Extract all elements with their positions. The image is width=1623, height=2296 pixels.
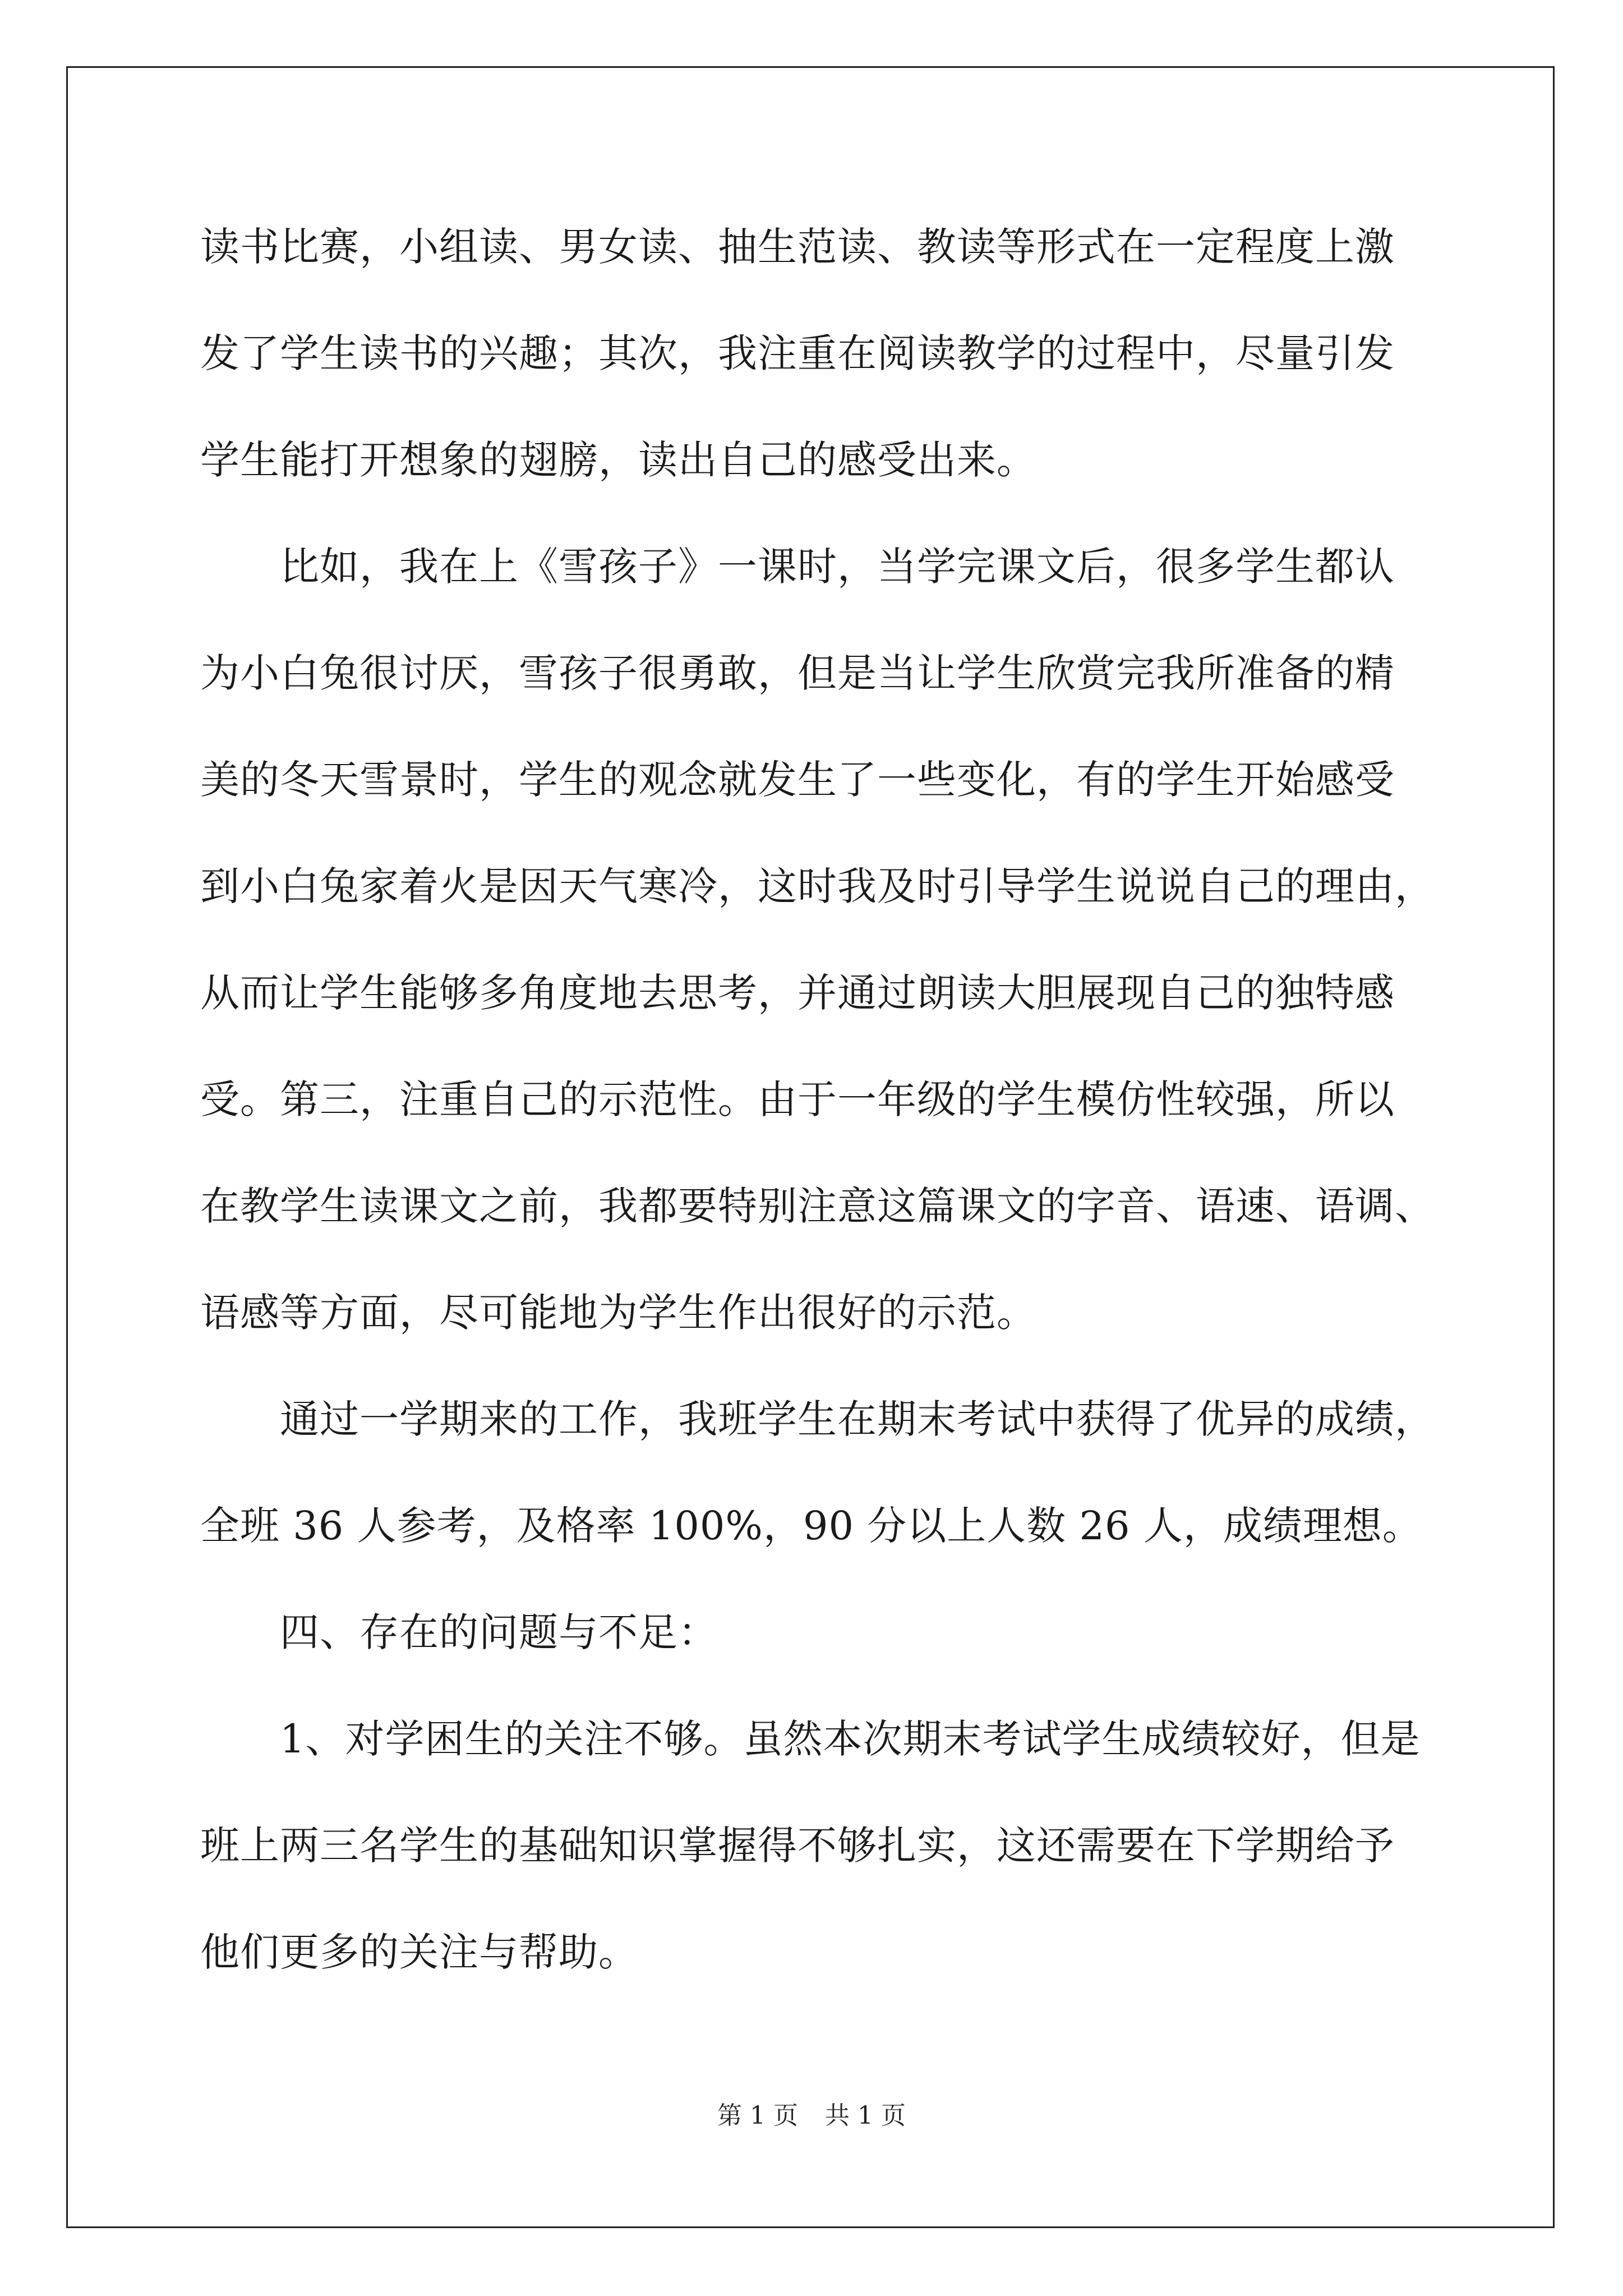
text-line: 学生能打开想象的翅膀，读出自己的感受出来。 bbox=[200, 437, 1036, 483]
text-line: 全班 36 人参考，及格率 100%，90 分以上人数 26 人，成绩理想。 bbox=[200, 1503, 1422, 1549]
page-border bbox=[66, 66, 1555, 2228]
text-line: 他们更多的关注与帮助。 bbox=[200, 1929, 638, 1975]
text-line: 读书比赛，小组读、男女读、抽生范读、教读等形式在一定程度上激 bbox=[200, 224, 1395, 270]
text-line: 受。第三，注重自己的示范性。由于一年级的学生模仿性较强，所以 bbox=[200, 1076, 1395, 1122]
page-number-total: 共 1 页 bbox=[825, 2101, 906, 2130]
page-number-current: 第 1 页 bbox=[717, 2101, 798, 2130]
text-line: 发了学生读书的兴趣；其次，我注重在阅读教学的过程中，尽量引发 bbox=[200, 330, 1395, 376]
text-line: 到小白兔家着火是因天气寒冷，这时我及时引导学生说说自己的理由， bbox=[200, 863, 1435, 909]
page-footer bbox=[0, 2101, 1623, 2130]
text-line: 从而让学生能够多角度地去思考，并通过朗读大胆展现自己的独特感 bbox=[200, 970, 1395, 1016]
text-line: 在教学生读课文之前，我都要特别注意这篇课文的字音、语速、语调、 bbox=[200, 1183, 1435, 1229]
text-line: 语感等方面，尽可能地为学生作出很好的示范。 bbox=[200, 1290, 1036, 1336]
text-line: 美的冬天雪景时，学生的观念就发生了一些变化，有的学生开始感受 bbox=[200, 757, 1395, 803]
text-line: 班上两三名学生的基础知识掌握得不够扎实，这还需要在下学期给予 bbox=[200, 1823, 1395, 1869]
text-line: 通过一学期来的工作，我班学生在期末考试中获得了优异的成绩， bbox=[280, 1396, 1435, 1442]
text-line: 为小白兔很讨厌，雪孩子很勇敢，但是当让学生欣赏完我所准备的精 bbox=[200, 650, 1395, 696]
text-line: 比如，我在上《雪孩子》一课时，当学完课文后，很多学生都认 bbox=[280, 544, 1395, 590]
text-line: 四、存在的问题与不足： bbox=[280, 1609, 718, 1655]
text-line: 1、对学困生的关注不够。虽然本次期末考试学生成绩较好，但是 bbox=[280, 1716, 1421, 1762]
